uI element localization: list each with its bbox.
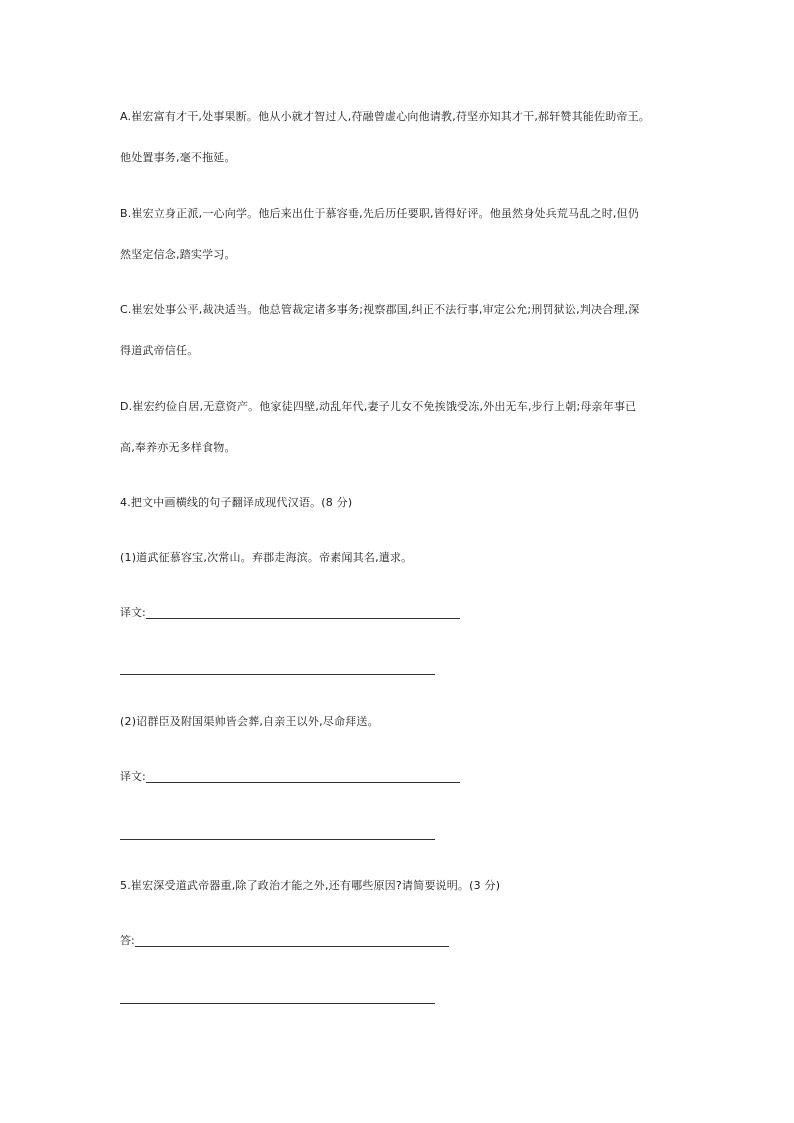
option-a-line-1: A.崔宏富有才干,处事果断。他从小就才智过人,苻融曾虚心向他请教,苻坚亦知其才干,郝轩赞其能佐助帝王。 xyxy=(120,110,651,123)
question-4-prompt: 4.把文中画横线的句子翻译成现代汉语。(8 分) xyxy=(120,496,353,509)
answer-blank-continuation[interactable] xyxy=(120,674,435,675)
answer-blank-continuation[interactable] xyxy=(120,839,435,840)
option-a-line-2: 他处置事务,毫不拖延。 xyxy=(120,151,236,164)
answer-label: 译文: xyxy=(120,770,146,783)
answer-blank[interactable] xyxy=(135,946,449,947)
question-5-answer-row xyxy=(120,934,449,948)
question-4-sentence-2: (2)诏群臣及附国渠帅皆会葬,自亲王以外,尽命拜送。 xyxy=(120,715,379,728)
question-5-prompt: 5.崔宏深受道武帝器重,除了政治才能之外,还有哪些原因?请简要说明。(3 分) xyxy=(120,879,501,892)
answer-blank[interactable] xyxy=(146,782,460,783)
question-4-sentence-1: (1)道武征慕容宝,次常山。弃郡走海滨。帝素闻其名,遣求。 xyxy=(120,551,413,564)
question-4-1-answer-row xyxy=(120,606,460,620)
option-b-line-2: 然坚定信念,踏实学习。 xyxy=(120,248,236,261)
option-d-line-1: D.崔宏约俭自居,无意资产。他家徒四壁,动乱年代,妻子儿女不免挨饿受冻,外出无车,步行上朝;母亲年事已 xyxy=(120,400,637,413)
option-c-line-2: 得道武帝信任。 xyxy=(120,344,199,357)
answer-label: 译文: xyxy=(120,606,146,619)
answer-blank-continuation[interactable] xyxy=(120,1003,435,1004)
option-b-line-1: B.崔宏立身正派,一心向学。他后来出仕于慕容垂,先后历任要职,皆得好评。他虽然身处兵荒马乱之时,但仍 xyxy=(120,207,640,220)
answer-label: 答: xyxy=(120,934,135,947)
answer-blank[interactable] xyxy=(146,618,460,619)
option-c-line-1: C.崔宏处事公平,裁决适当。他总管裁定诸多事务;视察郡国,纠正不法行事,审定公允;刑罚狱讼,判决合理,深 xyxy=(120,303,640,316)
option-d-line-2: 高,奉养亦无多样食物。 xyxy=(120,441,236,454)
question-4-2-answer-row xyxy=(120,770,460,784)
